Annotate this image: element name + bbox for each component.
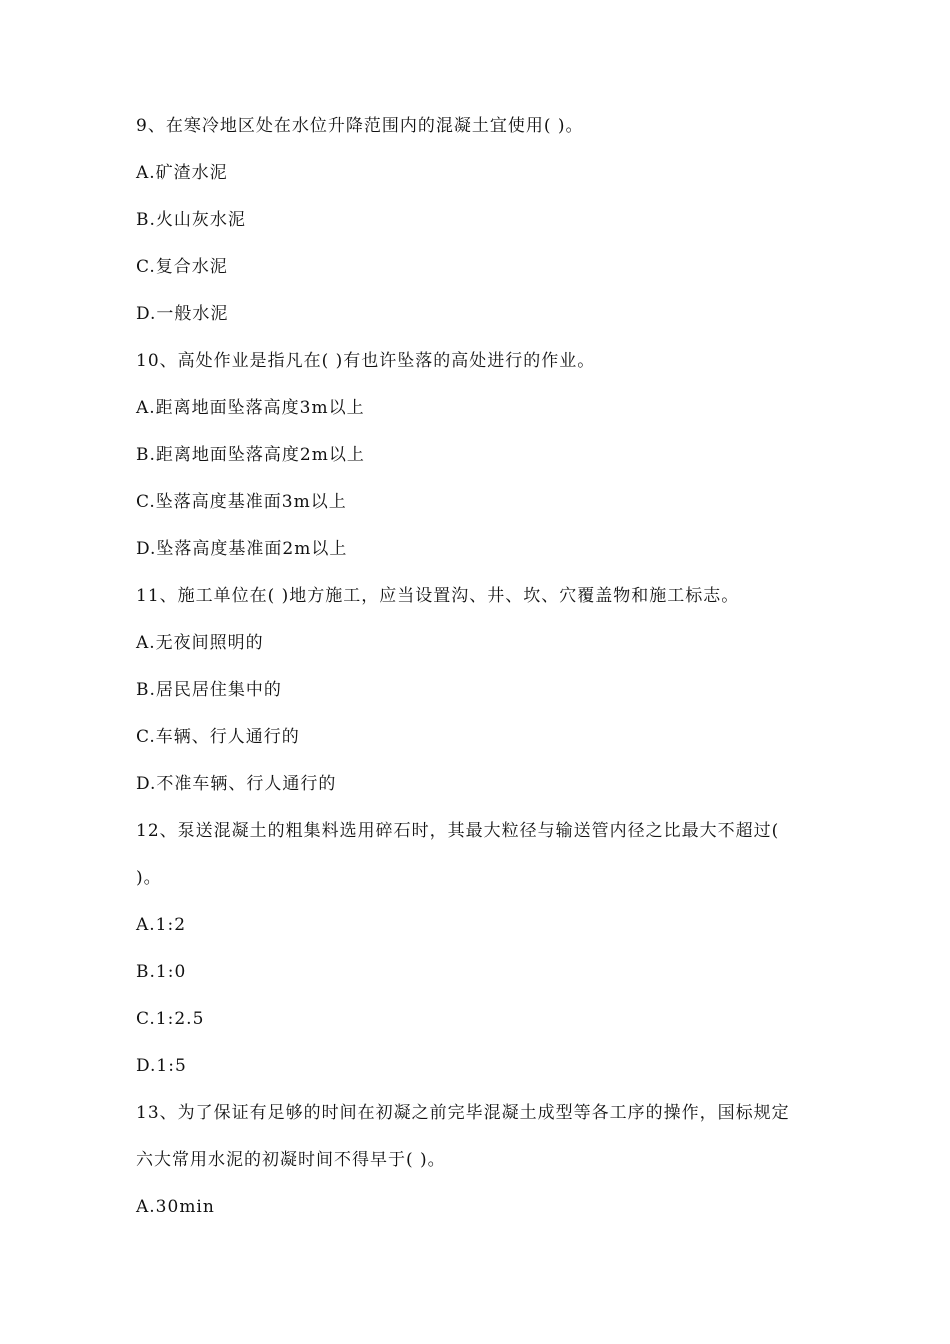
question-13-option-a: A.30min <box>136 1197 215 1217</box>
question-12-option-c: C.1:2.5 <box>136 1009 205 1029</box>
question-11-stem: 11、施工单位在( )地方施工，应当设置沟、井、坎、穴覆盖物和施工标志。 <box>136 586 740 606</box>
question-12-option-a: A.1:2 <box>136 915 187 935</box>
question-12-stem-continued: )。 <box>136 868 162 888</box>
question-10-option-b: B.距离地面坠落高度2m以上 <box>136 445 365 465</box>
question-9-option-b: B.火山灰水泥 <box>136 210 246 230</box>
question-12-option-d: D.1:5 <box>136 1056 187 1076</box>
question-10-option-a: A.距离地面坠落高度3m以上 <box>136 398 365 418</box>
question-12-stem: 12、泵送混凝土的粗集料选用碎石时，其最大粒径与输送管内径之比最大不超过( <box>136 821 780 841</box>
question-11-option-a: A.无夜间照明的 <box>136 633 264 653</box>
question-11-option-b: B.居民居住集中的 <box>136 680 282 700</box>
question-10-option-d: D.坠落高度基准面2m以上 <box>136 539 348 559</box>
question-9-option-a: A.矿渣水泥 <box>136 163 228 183</box>
question-9-option-c: C.复合水泥 <box>136 257 228 277</box>
question-11-option-c: C.车辆、行人通行的 <box>136 727 300 747</box>
question-10-stem: 10、高处作业是指凡在( )有也许坠落的高处进行的作业。 <box>136 351 596 371</box>
question-12-option-b: B.1:0 <box>136 962 187 982</box>
question-13-stem-continued: 六大常用水泥的初凝时间不得早于( )。 <box>136 1150 446 1170</box>
question-10-option-c: C.坠落高度基准面3m以上 <box>136 492 347 512</box>
question-13-stem: 13、为了保证有足够的时间在初凝之前完毕混凝土成型等各工序的操作，国标规定 <box>136 1103 790 1123</box>
question-9-stem: 9、在寒冷地区处在水位升降范围内的混凝土宜使用( )。 <box>136 116 584 136</box>
question-11-option-d: D.不准车辆、行人通行的 <box>136 774 337 794</box>
question-9-option-d: D.一般水泥 <box>136 304 229 324</box>
